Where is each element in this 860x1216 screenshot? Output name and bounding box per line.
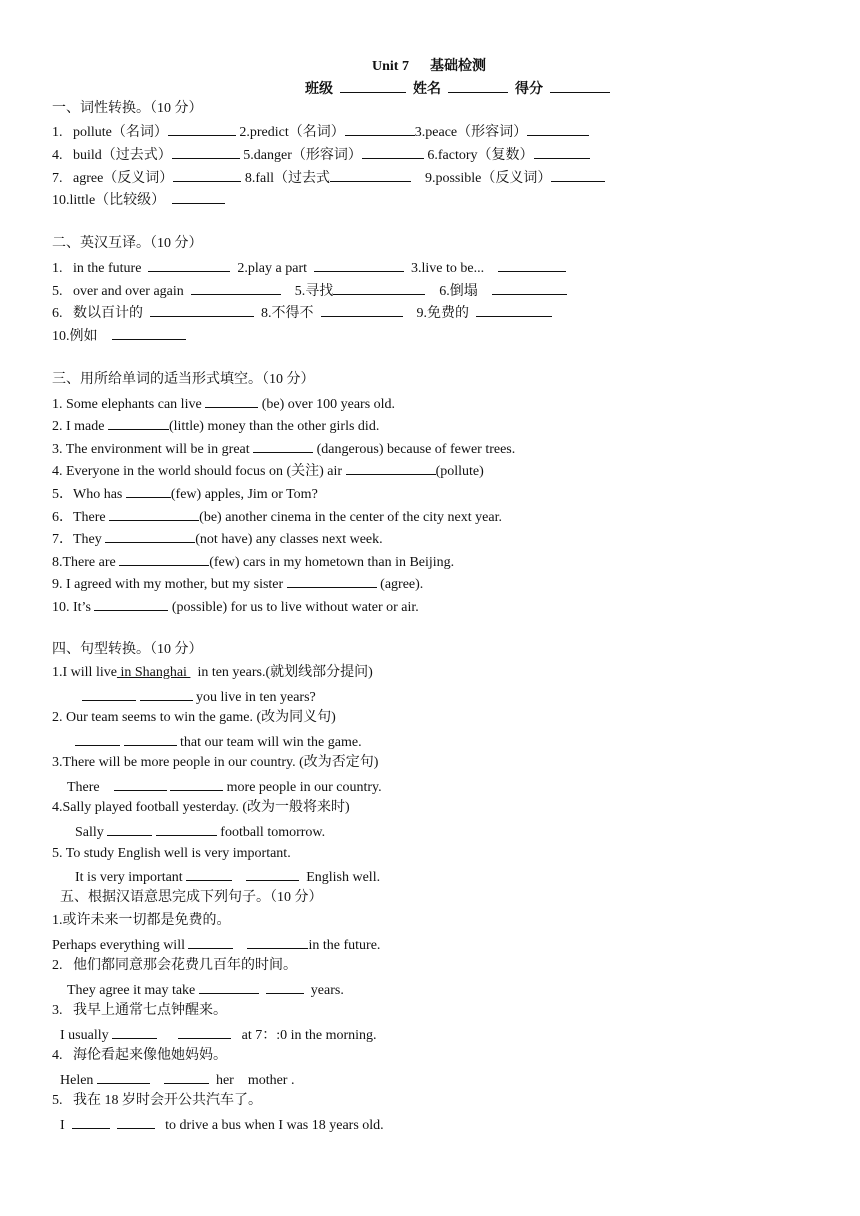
s2-item-9: 9.免费的 [416,306,469,321]
answer-blank[interactable] [119,552,209,566]
s1-item-6: 6.factory（复数） [427,148,534,163]
answer-blank[interactable] [126,484,171,498]
answer-blank[interactable] [172,190,225,204]
s5-a2-text: They agree it may take [67,983,199,998]
s3-q7-text: 7．They [52,532,106,547]
s4-q1-text: in ten years.(就划线部分提问) [190,665,373,680]
s2-line-2 [52,281,567,299]
answer-blank[interactable] [551,168,605,182]
answer-blank[interactable] [164,1070,209,1084]
answer-blank[interactable] [156,822,217,836]
s2-line-4 [52,326,186,344]
s1-item-1: 1. pollute（名词） [52,125,168,140]
answer-blank[interactable] [170,777,223,791]
answer-blank[interactable] [94,597,168,611]
s3-question-10 [52,597,419,615]
s4-a4-text: Sally [75,825,108,840]
s2-item-7: 6. 数以百计的 [52,306,143,321]
s5-a1-text: Perhaps everything will [52,938,189,953]
s4-q1-text: 1.I will live [52,665,117,680]
s3-q4-text: 4. Everyone in the world should focus on (关注) air [52,464,346,479]
s4-a5-text: English well. [299,870,381,885]
s1-item-10: 10.little（比较级） [52,193,166,208]
s1-item-7: 7. agree（反义词） [52,171,174,186]
s1-item-4: 4. build（过去式） [52,148,172,163]
s2-item-2: 2.play a part [237,261,308,276]
s3-question-7 [52,529,383,547]
s1-item-9: 9.possible（反义词） [424,171,552,186]
answer-blank[interactable] [253,439,313,453]
s5-question-3: 3. 我早上通常七点钟醒来。 [52,1003,227,1018]
name-label: 姓名 [413,82,441,97]
s4-question-2: 2. Our team seems to win the game. (改为同义句) [52,710,336,725]
s4-answer-4 [75,822,325,840]
score-label: 得分 [515,82,543,97]
s3-q6-text: 6．There [52,510,110,525]
s5-a1-text: in the future. [308,938,381,953]
s3-question-8 [52,552,454,570]
answer-blank[interactable] [112,1025,157,1039]
title-label: 基础检测 [429,59,486,74]
s4-a3-text: more people in our country. [223,780,382,795]
s5-a4-text: Helen [60,1073,97,1088]
s5-question-4: 4. 海伦看起来像他她妈妈。 [52,1048,227,1063]
name-blank[interactable] [448,79,508,93]
section-4-title: 四、句型转换。（10 分） [52,642,203,657]
answer-blank[interactable] [362,145,424,159]
answer-blank[interactable] [140,687,193,701]
answer-blank[interactable] [266,980,304,994]
s2-line-1 [52,258,566,276]
answer-blank[interactable] [527,122,589,136]
s3-q2-text: (little) money than the other girls did. [168,419,380,434]
answer-blank[interactable] [82,687,136,701]
s3-question-5 [52,484,318,502]
s3-q10-text: 10. It’s [52,600,95,615]
s5-a5-text: to drive a bus when I was 18 years old. [154,1118,384,1133]
s2-item-10: 10.例如 [52,329,98,344]
s2-item-3: 3.live to be... [411,261,485,276]
unit-label: Unit 7 [372,59,409,74]
s4-a4-text: football tomorrow. [216,825,326,840]
answer-blank[interactable] [112,326,186,340]
answer-blank[interactable] [205,394,258,408]
s1-item-2: 2.predict（名词） [239,125,345,140]
answer-blank[interactable] [247,935,308,949]
answer-blank[interactable] [191,281,281,295]
s4-a2-text: that our team will win the game. [176,735,362,750]
class-label: 班级 [305,82,333,97]
s5-answer-5 [60,1115,384,1133]
answer-blank[interactable] [246,867,299,881]
s1-item-3: 3.peace（形容词） [414,125,528,140]
s3-q2-text: 2. I made [52,419,108,434]
s4-question-3: 3.There will be more people in our country. (改为否定句) [52,755,379,770]
answer-blank[interactable] [333,281,425,295]
answer-blank[interactable] [72,1115,110,1129]
s4-a5-text: It is very important [75,870,187,885]
section-3-title: 三、用所给单词的适当形式填空。（10 分） [52,372,315,387]
s5-answer-3 [60,1025,377,1043]
s4-question-5: 5. To study English well is very important. [52,846,291,861]
s3-q9-text: (agree). [376,577,424,592]
answer-blank[interactable] [173,168,241,182]
s5-answer-4 [60,1070,294,1088]
class-blank[interactable] [340,79,406,93]
score-blank[interactable] [550,79,610,93]
s3-question-1 [52,394,395,412]
s4-answer-3 [67,777,382,795]
answer-blank[interactable] [345,122,415,136]
s5-a3-text: at 7：:0 in the morning. [231,1028,377,1043]
s2-item-5: 5.寻找 [294,284,334,299]
s3-question-6 [52,507,502,525]
s4-question-1 [52,664,373,682]
s1-line-1 [52,122,589,140]
s3-q1-text: (be) over 100 years old. [258,397,396,412]
section-5-title: 五、根据汉语意思完成下列句子。（10 分） [60,890,323,905]
s1-line-4 [52,190,225,208]
s3-q1-text: 1. Some elephants can live [52,397,206,412]
page-title [372,55,486,75]
s3-question-4 [52,461,484,479]
s4-a1-text: you live in ten years? [192,690,316,705]
answer-blank[interactable] [97,1070,150,1084]
s4-a3-text: There [67,780,104,795]
answer-blank[interactable] [168,122,236,136]
s1-line-2 [52,145,590,163]
answer-blank[interactable] [109,507,199,521]
s5-answer-1 [52,935,380,953]
s5-a2-text: years. [303,983,344,998]
answer-blank[interactable] [117,1115,155,1129]
s1-item-5: 5.danger（形容词） [243,148,362,163]
answer-blank[interactable] [321,303,403,317]
s3-q4-text: (pollute) [435,464,484,479]
s5-a5-text: I [60,1118,69,1133]
answer-blank[interactable] [108,416,169,430]
s4-answer-2 [75,732,362,750]
s5-answer-2 [67,980,344,998]
answer-blank[interactable] [199,980,259,994]
answer-blank[interactable] [492,281,567,295]
answer-blank[interactable] [114,777,167,791]
answer-blank[interactable] [330,168,411,182]
answer-blank[interactable] [105,529,195,543]
s2-item-4: 5. over and over again [52,284,184,299]
s4-question-4: 4.Sally played football yesterday. (改为一般将来时) [52,800,350,815]
s3-q8-text: 8.There are [52,555,120,570]
answer-blank[interactable] [124,732,177,746]
s3-q5-text: (few) apples, Jim or Tom? [170,487,318,502]
s2-item-1: 1. in the future [52,261,142,276]
s4-answer-5 [75,867,380,885]
answer-blank[interactable] [314,258,404,272]
answer-blank[interactable] [346,461,436,475]
answer-blank[interactable] [75,732,120,746]
answer-blank[interactable] [534,145,590,159]
s3-q3-text: 3. The environment will be in great [52,442,254,457]
answer-blank[interactable] [476,303,552,317]
s3-q10-text: (possible) for us to live without water or air. [168,600,419,615]
underlined-phrase: in Shanghai [116,665,191,680]
s3-question-9 [52,574,423,592]
s2-line-3 [52,303,552,321]
s4-answer-1 [82,687,316,705]
s2-item-6: 6.倒塌 [439,284,478,299]
answer-blank[interactable] [148,258,230,272]
answer-blank[interactable] [498,258,566,272]
section-2-title: 二、英汉互译。（10 分） [52,236,203,251]
s3-question-3 [52,439,515,457]
s3-q5-text: 5．Who has [52,487,126,502]
s5-a4-text: her mother . [208,1073,295,1088]
s3-q8-text: (few) cars in my hometown than in Beijing. [209,555,455,570]
s2-item-8: 8.不得不 [261,306,314,321]
s5-question-2: 2. 他们都同意那会花费几百年的时间。 [52,958,297,973]
s3-q7-text: (not have) any classes next week. [195,532,383,547]
s3-q9-text: 9. I agreed with my mother, but my sister [52,577,287,592]
answer-blank[interactable] [287,574,377,588]
answer-blank[interactable] [188,935,233,949]
answer-blank[interactable] [107,822,152,836]
answer-blank[interactable] [186,867,232,881]
section-1-title: 一、词性转换。（10 分） [52,101,203,116]
s1-line-3 [52,168,605,186]
s1-item-8: 8.fall（过去式 [244,171,330,186]
s5-a3-text: I usually [60,1028,113,1043]
answer-blank[interactable] [178,1025,231,1039]
s3-q6-text: (be) another cinema in the center of the city next year. [199,510,502,525]
answer-blank[interactable] [172,145,240,159]
student-info-line [305,78,610,98]
s3-q3-text: (dangerous) because of fewer trees. [313,442,516,457]
s5-question-1: 1.或许未来一切都是免费的。 [52,913,231,928]
answer-blank[interactable] [150,303,254,317]
s5-question-5: 5. 我在 18 岁时会开公共汽车了。 [52,1093,262,1108]
s3-question-2 [52,416,379,434]
